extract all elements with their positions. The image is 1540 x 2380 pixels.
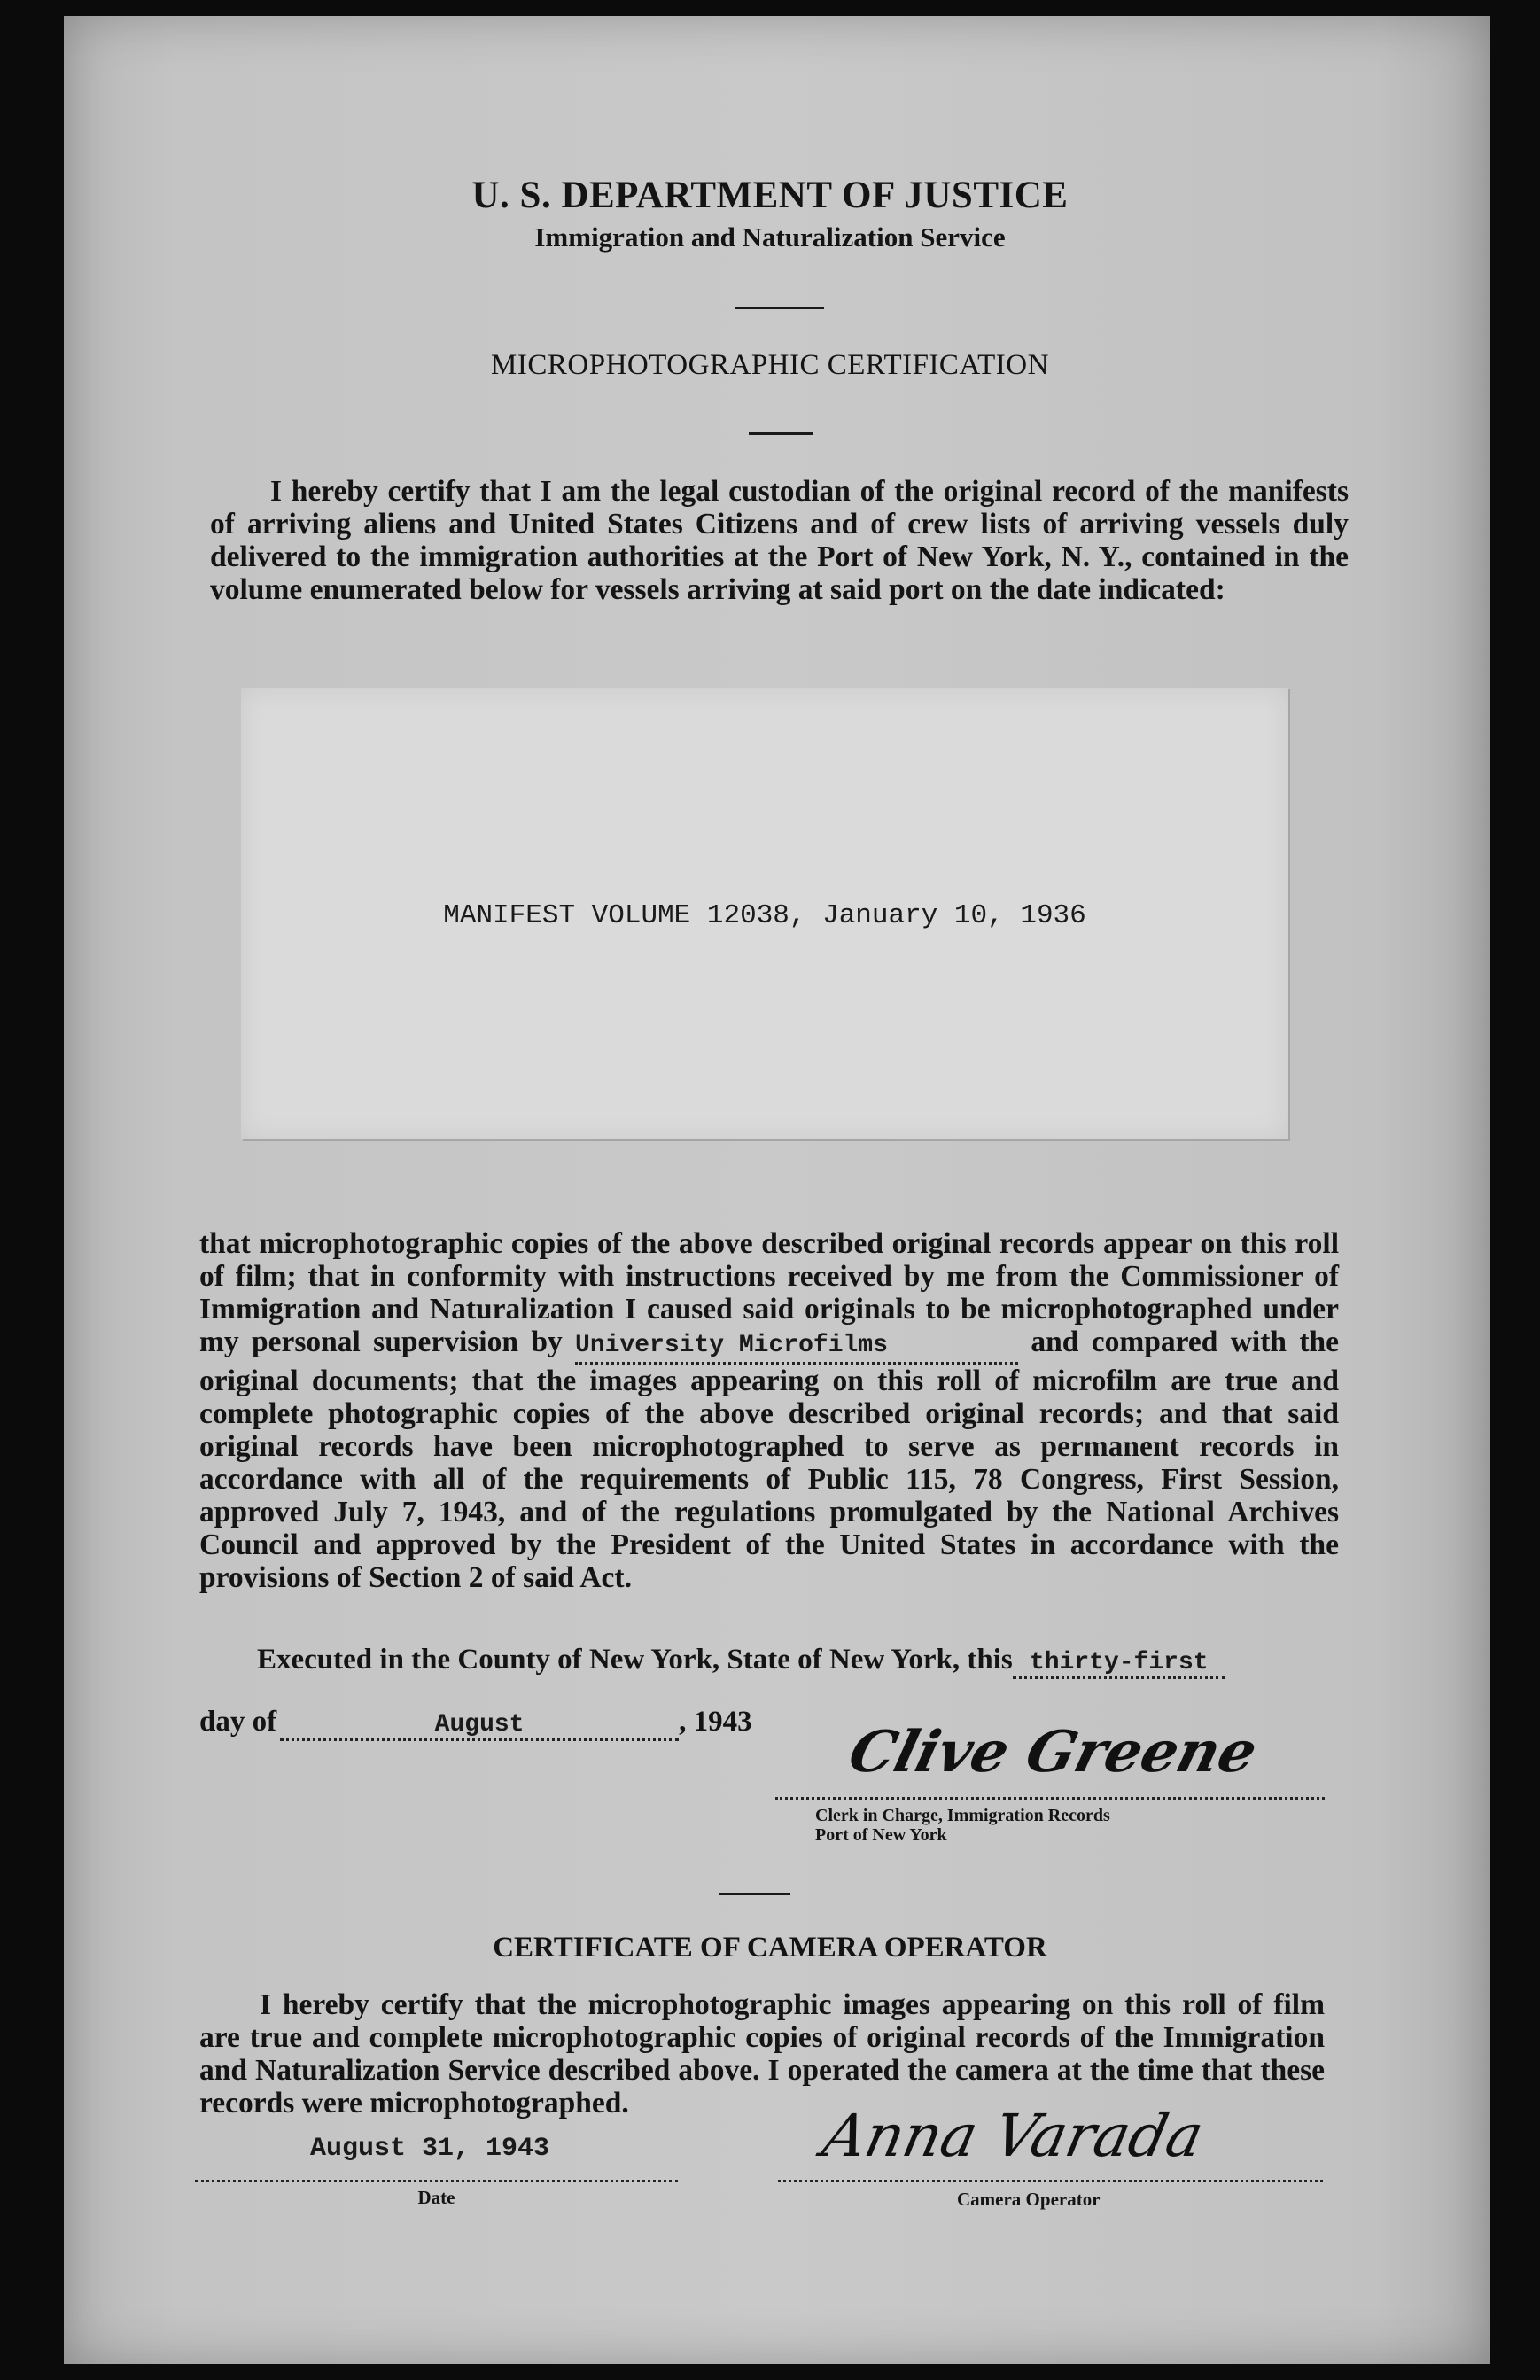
copies-paragraph-part1: that microphotographic copies of the above described original records appear on this roll of film; that in conformity with instructions received by me from the Commissioner of Immigration and Naturalization I caused said originals to be microphotographed under my personal supervision by bbox=[199, 1227, 1339, 1358]
divider-camera bbox=[719, 1893, 790, 1895]
copies-paragraph-part2: and compared with the original documents; that the images appearing on this roll of microfilm are true and complete photographic copies of the above described original records; and that said original records have been microphotographed to serve as permanent records in accordance with all of the requirements of Public 115, 78 Congress, First Session, approved July 7, 1943, and of the regulations promulgated by the National Archives Council and approved by the President of the United States in accordance with the provisions of Section 2 of said Act. bbox=[199, 1326, 1340, 1594]
certification-title: MICROPHOTOGRAPHIC CERTIFICATION bbox=[491, 349, 1049, 381]
date-signature-line bbox=[195, 2180, 678, 2182]
clerk-title-line2: Port of New York bbox=[815, 1825, 947, 1845]
manifest-volume-label: MANIFEST VOLUME 12038, January 10, 1936 bbox=[443, 900, 1086, 931]
camera-operator-paragraph: I hereby certify that the microphotographic images appearing on this roll of film are true and complete microphotographic copies of original records of the Immigration and Naturalization Service described above. I operated the camera at the time that these records were microphotographed. bbox=[199, 1988, 1325, 2119]
camera-operator-signature: Anna Varada bbox=[816, 2102, 1209, 2170]
month-fill-line bbox=[280, 1706, 679, 1741]
copies-paragraph bbox=[199, 1227, 1339, 1594]
camera-operator-title: CERTIFICATE OF CAMERA OPERATOR bbox=[493, 1932, 1047, 1964]
date-label: Date bbox=[417, 2187, 455, 2208]
camera-operator-label: Camera Operator bbox=[957, 2189, 1101, 2210]
divider-title bbox=[749, 432, 813, 435]
service-subheading: Immigration and Naturalization Service bbox=[534, 222, 1006, 253]
execution-year: , 1943 bbox=[679, 1706, 752, 1738]
operator-date-value: August 31, 1943 bbox=[310, 2134, 550, 2164]
clerk-signature-line bbox=[775, 1797, 1325, 1800]
execution-month: August bbox=[434, 1711, 525, 1738]
department-heading: U. S. DEPARTMENT OF JUSTICE bbox=[471, 175, 1069, 216]
clerk-title-line1: Clerk in Charge, Immigration Records bbox=[815, 1806, 1110, 1825]
execution-line bbox=[257, 1644, 1225, 1679]
day-of-label: day of bbox=[199, 1706, 277, 1738]
day-fill-line bbox=[1013, 1644, 1225, 1679]
execution-prefix: Executed in the County of New York, State of New York, this bbox=[257, 1644, 1013, 1676]
photographer-fill-line bbox=[575, 1326, 1018, 1365]
custodian-paragraph: I hereby certify that I am the legal custodian of the original record of the manifests of arriving aliens and United States Citizens and of crew lists of arriving vessels duly delivered to the immigration authorities at the Port of New York, N. Y., contained in the volume enumerated below for vessels arriving at said port on the date indicated: bbox=[210, 475, 1349, 606]
manifest-insert-card bbox=[241, 688, 1288, 1139]
divider-top bbox=[735, 307, 824, 309]
clerk-title bbox=[815, 1806, 1110, 1845]
execution-day: thirty-first bbox=[1029, 1649, 1209, 1676]
day-of-line bbox=[199, 1706, 752, 1741]
photographer-name: University Microfilms bbox=[575, 1332, 888, 1359]
clerk-signature: Clive Greene bbox=[842, 1719, 1264, 1785]
operator-signature-line bbox=[778, 2180, 1323, 2182]
